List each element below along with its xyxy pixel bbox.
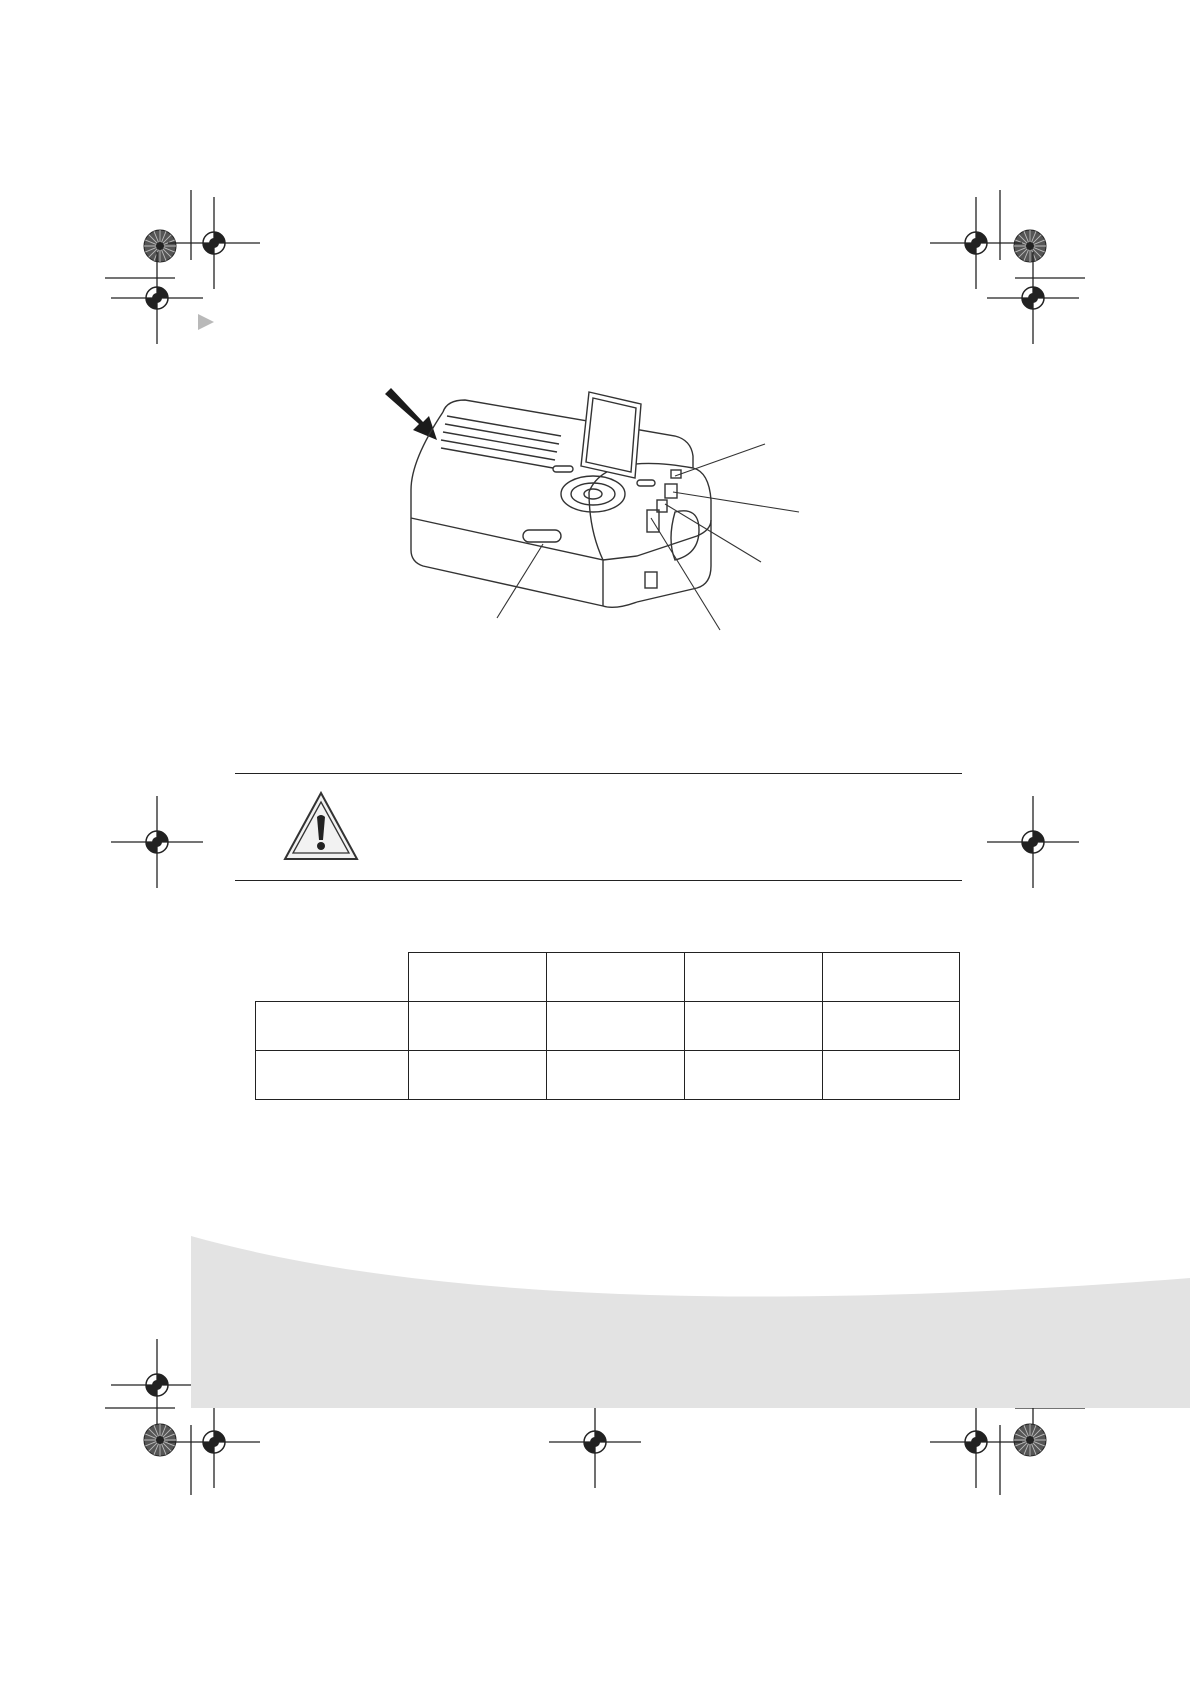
warning-top-rule — [235, 773, 962, 774]
warning-triangle-icon — [282, 790, 360, 862]
table-cell — [684, 1002, 822, 1051]
section-marker-icon — [196, 312, 216, 332]
table-cell — [408, 1002, 546, 1051]
table-cell — [822, 1002, 959, 1051]
printer-icon — [411, 392, 711, 607]
table-cell — [256, 1051, 409, 1100]
arrow-icon — [385, 388, 437, 440]
printer-figure — [375, 380, 815, 640]
table-cell — [256, 1002, 409, 1051]
table-row — [256, 1051, 960, 1100]
table-row — [256, 953, 960, 1002]
warning-bottom-rule — [235, 880, 962, 881]
table-cell — [684, 953, 822, 1002]
table-row — [256, 1002, 960, 1051]
spec-table — [255, 952, 960, 1100]
table-cell — [408, 1051, 546, 1100]
table-cell — [546, 953, 684, 1002]
table-cell — [684, 1051, 822, 1100]
table-cell — [546, 1051, 684, 1100]
table-cell — [822, 953, 959, 1002]
callout-lines — [497, 444, 799, 630]
table-cell — [822, 1051, 959, 1100]
table-cell — [546, 1002, 684, 1051]
table-cell — [408, 953, 546, 1002]
table-cell — [256, 953, 409, 1002]
